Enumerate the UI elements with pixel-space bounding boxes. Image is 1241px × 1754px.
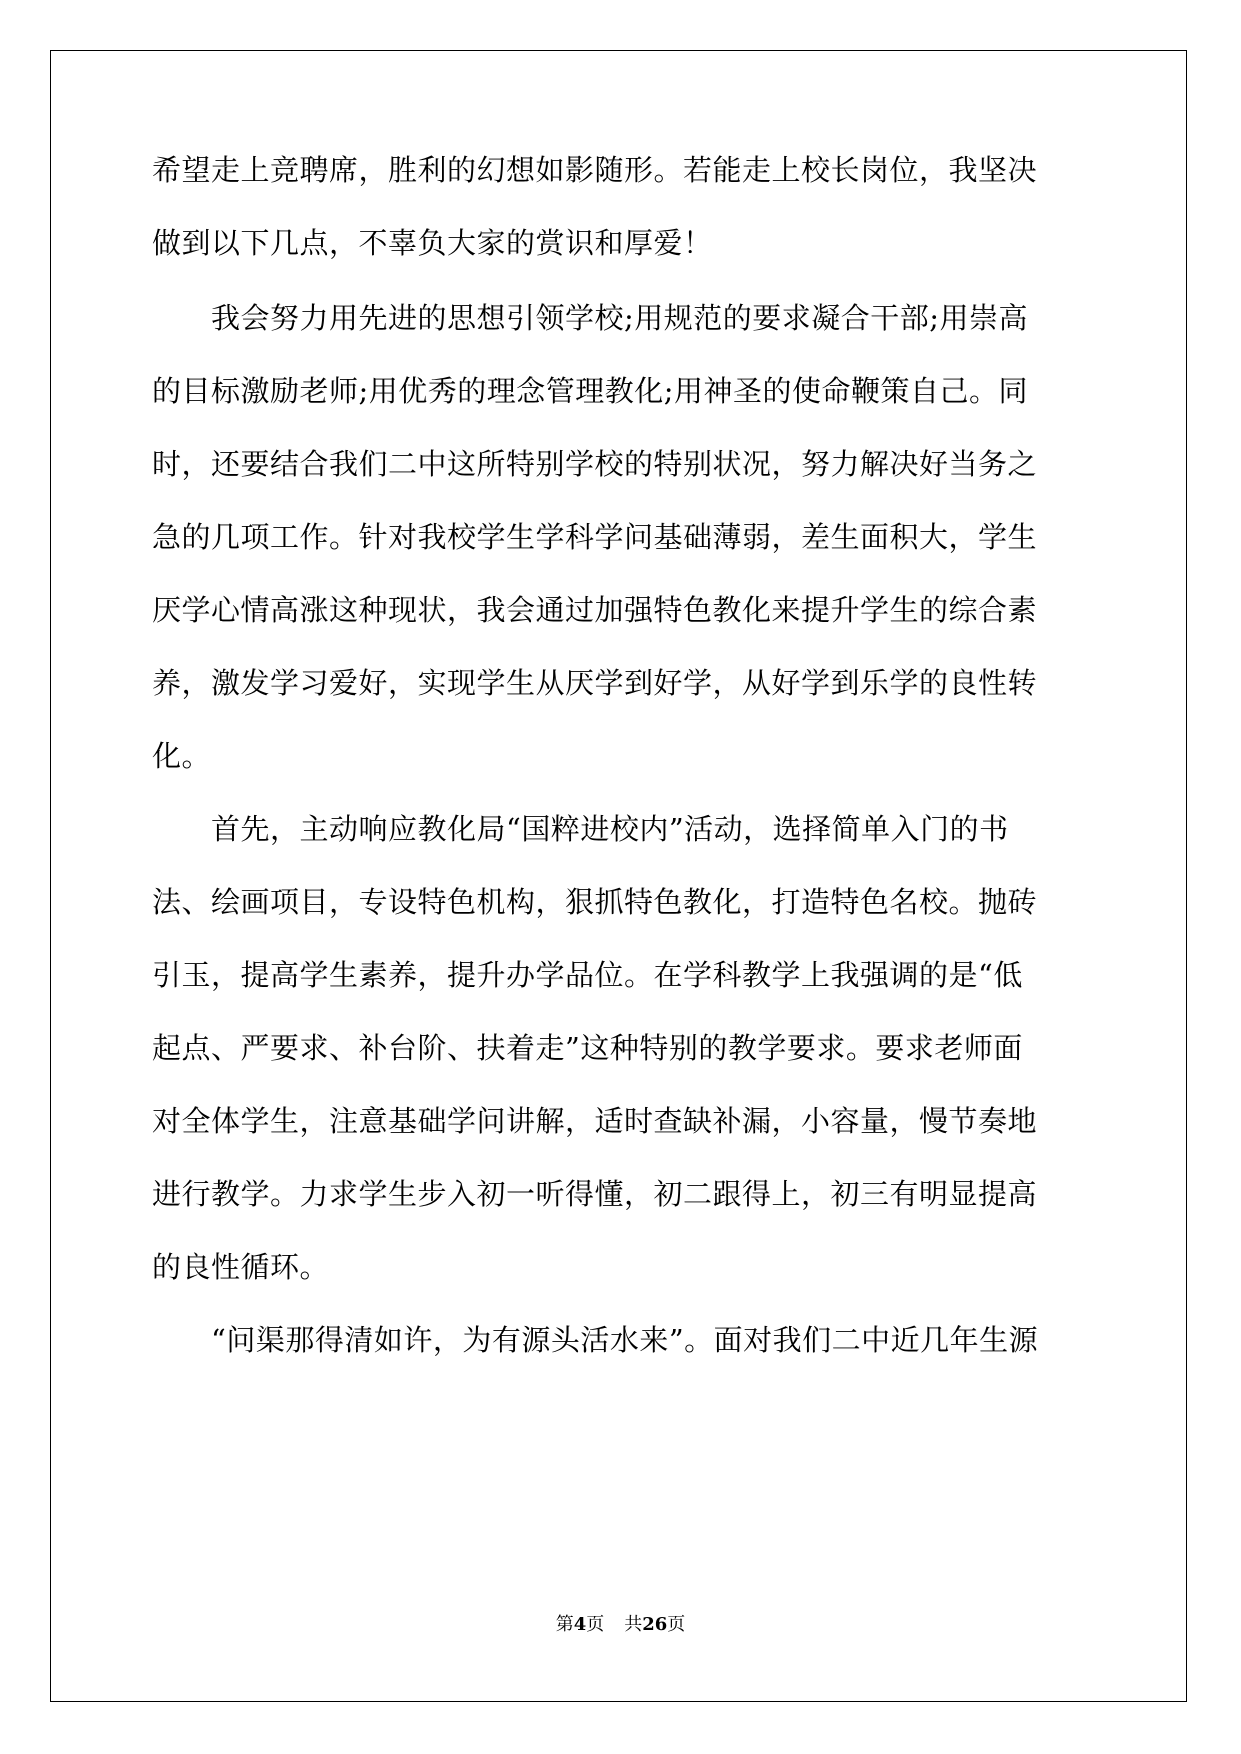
total-prefix: 共 [624, 1614, 643, 1635]
text-line: 引玉，提高学生素养，提升办学品位。在学科教学上我强调的是“低 [152, 958, 1023, 992]
text-line: 厌学心情高涨这种现状，我会通过加强特色教化来提升学生的综合素 [152, 593, 1038, 627]
text-line: 的良性循环。 [152, 1250, 330, 1284]
text-line: 我会努力用先进的思想引领学校;用规范的要求凝合干部;用崇高 [152, 301, 1029, 335]
text-line: 做到以下几点，不辜负大家的赏识和厚爱！ [152, 226, 713, 260]
text-line: 首先，主动响应教化局“国粹进校内”活动，选择简单入门的书 [152, 812, 1009, 846]
page-number: 4 [573, 1614, 587, 1635]
page-suffix: 页 [586, 1614, 605, 1635]
text-line: 对全体学生，注意基础学问讲解，适时查缺补漏，小容量，慢节奏地 [152, 1104, 1038, 1138]
text-line: 进行教学。力求学生步入初一听得懂，初二跟得上，初三有明显提高 [152, 1177, 1038, 1211]
document-body [152, 0, 1092, 1754]
text-line: 的目标激励老师;用优秀的理念管理教化;用神圣的使命鞭策自己。同 [152, 374, 1029, 408]
text-line: 起点、严要求、补台阶、扶着走”这种特别的教学要求。要求老师面 [152, 1031, 1023, 1065]
text-line: 化。 [152, 739, 212, 773]
text-line: 养，激发学习爱好，实现学生从厌学到好学，从好学到乐学的良性转 [152, 666, 1038, 700]
text-line: 时，还要结合我们二中这所特别学校的特别状况，努力解决好当务之 [152, 447, 1038, 481]
total-suffix: 页 [667, 1614, 686, 1635]
total-pages: 26 [642, 1614, 668, 1635]
text-line: 希望走上竞聘席，胜利的幻想如影随形。若能走上校长岗位，我坚决 [152, 153, 1038, 187]
text-line: 急的几项工作。针对我校学生学科学问基础薄弱，差生面积大，学生 [152, 520, 1038, 554]
page-footer [0, 1613, 1241, 1637]
text-line: 法、绘画项目，专设特色机构，狠抓特色教化，打造特色名校。抛砖 [152, 885, 1038, 919]
page-prefix: 第 [555, 1614, 574, 1635]
text-line: “问渠那得清如许，为有源头活水来”。面对我们二中近几年生源 [152, 1323, 1039, 1357]
